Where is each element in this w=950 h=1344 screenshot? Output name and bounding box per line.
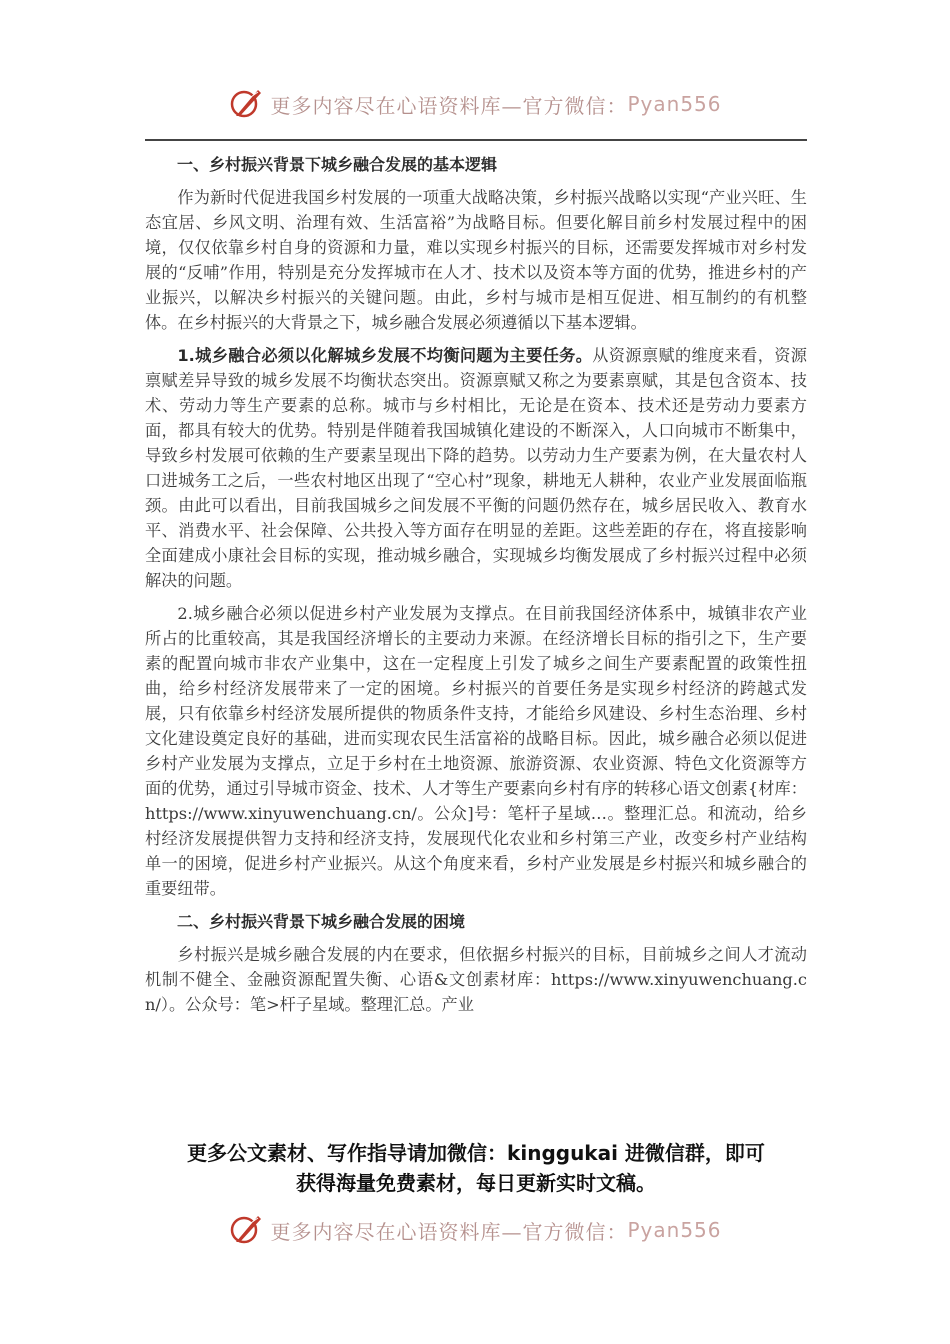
banner-wechat-id: Pyan556: [627, 1218, 722, 1242]
banner-text: 更多内容尽在心语资料库—官方微信：: [270, 1219, 628, 1244]
header-banner: [0, 82, 950, 126]
promo-line-2: 获得海量免费素材，每日更新实时文稿。: [296, 1171, 656, 1195]
banner-wechat-id: Pyan556: [627, 92, 722, 116]
section-2-paragraph-1: 乡村振兴是城乡融合发展的内在要求，但依据乡村振兴的目标，目前城乡之间人才流动机制不健全、金融资源配置失衡、心语&文创素材库：https://www.xinyuwenchuang.cn/）。公众号：笔>杆子星域。整理汇总。产业: [145, 945, 807, 1014]
footer-banner: [0, 1208, 950, 1252]
quill-logo-icon: [228, 1212, 264, 1248]
section-1-paragraph-1: 作为新时代促进我国乡村发展的一项重大战略决策，乡村振兴战略以实现“产业兴旺、生态宜居、乡风文明、治理有效、生活富裕”为战略目标。但要化解目前乡村发展过程中的困境，仅仅依靠乡村自身的资源和力量，难以实现乡村振兴的目标，还需要发挥城市对乡村发展的“反哺”作用，特别是充分发挥城市在人才、技术以及资本等方面的优势，推进乡村的产业振兴，以解决乡村振兴的关键问题。由此，乡村与城市是相互促进、相互制约的有机整体。在乡村振兴的大背景之下，城乡融合发展必须遵循以下基本逻辑。: [145, 188, 807, 332]
promo-line-1: 更多公文素材、写作指导请加微信：kinggukai 进微信群，即可: [187, 1141, 765, 1165]
section-1-paragraph-2: [145, 343, 807, 593]
section-1-heading: 一、乡村振兴背景下城乡融合发展的基本逻辑: [177, 155, 498, 174]
paragraph-2-body: 从资源禀赋的维度来看，资源禀赋差异导致的城乡发展不均衡状态突出。资源禀赋又称之为要素禀赋，其是包含资本、技术、劳动力等生产要素的总称。城市与乡村相比，无论是在资本、技术还是劳动力要素方面，都具有较大的优势。特别是伴随着我国城镇化建设的不断深入，人口向城市不断集中，导致乡村发展可依赖的生产要素呈现出下降的趋势。以劳动力生产要素为例，在大量农村人口进城务工之后，一些农村地区出现了“空心村”现象，耕地无人耕种，农业产业发展面临瓶颈。由此可以看出，目前我国城乡之间发展不平衡的问题仍然存在，城乡居民收入、教育水平、消费水平、社会保障、公共投入等方面存在明显的差距。这些差距的存在，将直接影响全面建成小康社会目标的实现，推动城乡融合，实现城乡均衡发展成了乡村振兴过程中必须解决的问题。: [145, 346, 807, 590]
header-divider: [145, 139, 807, 141]
section-1-paragraph-3: 2.城乡融合必须以促进乡村产业发展为支撑点。在目前我国经济体系中，城镇非农产业所占的比重较高，其是我国经济增长的主要动力来源。在经济增长目标的指引之下，生产要素的配置向城市非农产业集中，这在一定程度上引发了城乡之间生产要素配置的政策性扭曲，给乡村经济发展带来了一定的困境。乡村振兴的首要任务是实现乡村经济的跨越式发展，只有依靠乡村经济发展所提供的物质条件支持，才能给乡风建设、乡村生态治理、乡村文化建设奠定良好的基础，进而实现农民生活富裕的战略目标。因此，城乡融合必须以促进乡村产业发展为支撑点，立足于乡村在土地资源、旅游资源、农业资源、特色文化资源等方面的优势，通过引导城市资金、技术、人才等生产要素向乡村有序的转移心语文创素{材库：https://www.xinyuwenchuang.cn/。公众]号：笔杆子星域…。整理汇总。和流动，给乡村经济发展提供智力支持和经济支持，发展现代化农业和乡村第三产业，改变乡村产业结构单一的困境，促进乡村产业振兴。从这个角度来看，乡村产业发展是乡村振兴和城乡融合的重要纽带。: [145, 604, 807, 898]
document-body: [145, 152, 807, 1017]
banner-text: 更多内容尽在心语资料库—官方微信：: [270, 93, 628, 118]
paragraph-2-lead: 1.城乡融合必须以化解城乡发展不均衡问题为主要任务。: [177, 346, 593, 365]
quill-logo-icon: [228, 86, 264, 122]
promo-text: [145, 1138, 807, 1198]
section-2-heading: 二、乡村振兴背景下城乡融合发展的困境: [177, 912, 466, 931]
